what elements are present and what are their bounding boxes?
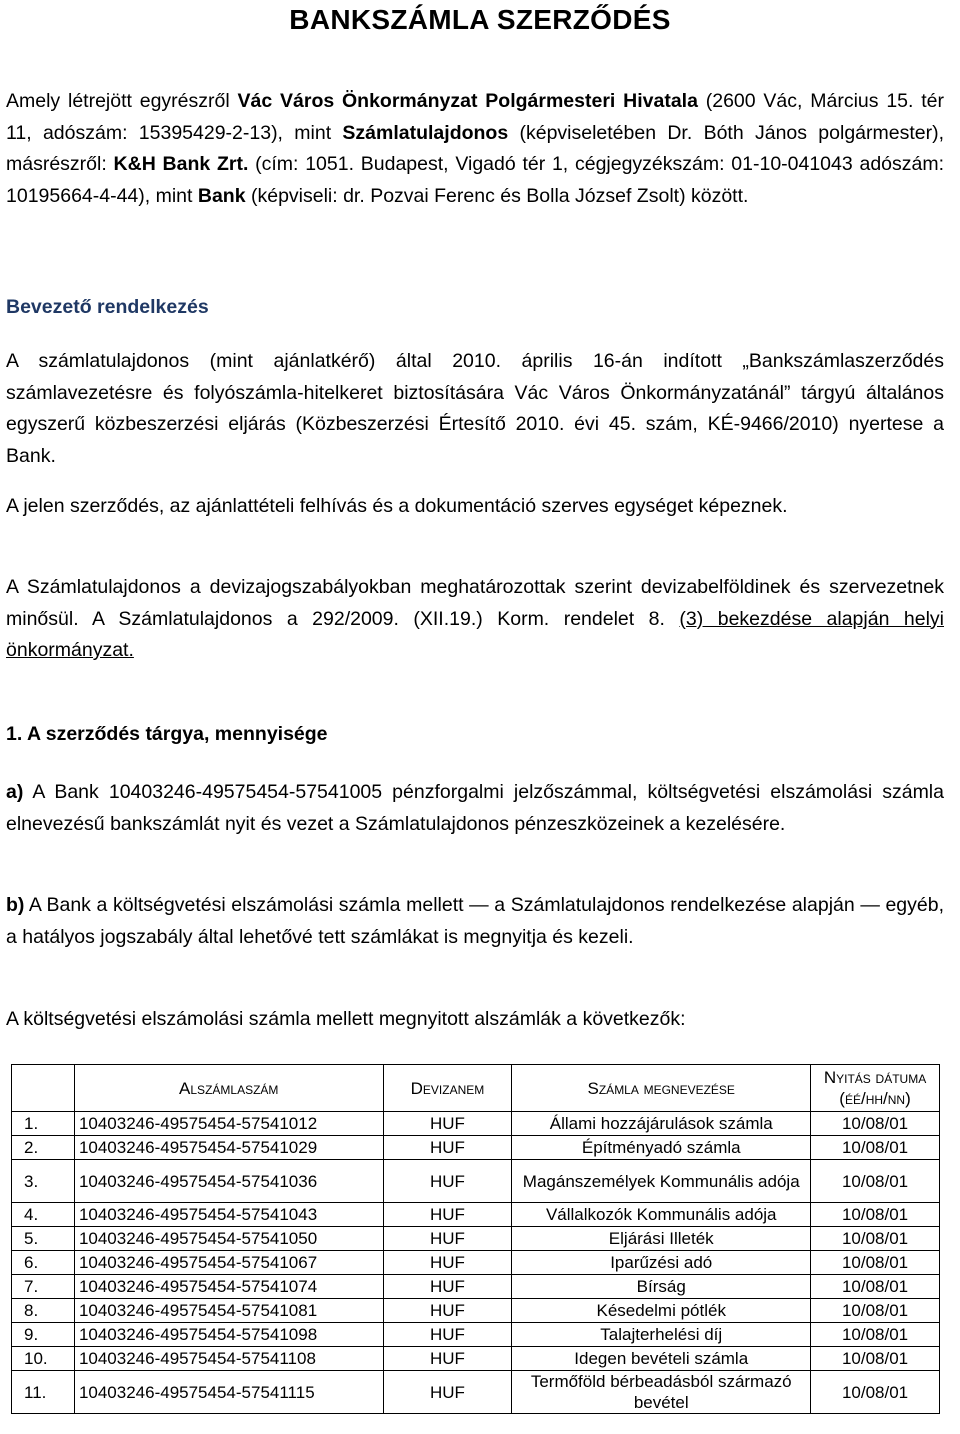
- row-num: 10.: [12, 1347, 75, 1371]
- row-account-number: 10403246-49575454-57541074: [74, 1275, 383, 1299]
- section-1-heading: 1. A szerződés tárgya, mennyisége: [6, 723, 328, 745]
- intro-text-5: (képviseli: dr. Pozvai Ferenc és Bolla József Zsolt) között.: [245, 184, 749, 207]
- table-row: [12, 1347, 940, 1371]
- row-account-number: 10403246-49575454-57541098: [74, 1323, 383, 1347]
- row-currency: HUF: [383, 1275, 512, 1299]
- row-num: 4.: [12, 1203, 75, 1227]
- row-account-number: 10403246-49575454-57541036: [74, 1160, 383, 1203]
- intro-text-4: (cím: 1051. Budapest, Vigadó tér 1, cégjegyzékszám: 01-10-041043 adószám: 10195664-4-44), mint: [6, 153, 945, 207]
- row-open-date: 10/08/01: [811, 1112, 940, 1136]
- row-account-number: 10403246-49575454-57541043: [74, 1203, 383, 1227]
- item-b-label: b): [6, 894, 25, 916]
- row-currency: HUF: [383, 1136, 512, 1160]
- row-num: 9.: [12, 1323, 75, 1347]
- table-row: [12, 1323, 940, 1347]
- intro-provision-paragraph-1: A számlatulajdonos (mint ajánlatkérő) által 2010. április 16-án indított „Bankszámlaszerződés számlavezetésre és folyószámla-hitelkeret biztosítására Vác Város Önkormányzatánál” tárgyú általános egyszerű közbeszerzési eljárás (Közbeszerzési Értesítő 2010. évi 45. szám, KÉ-9466/2010) nyertese a Bank.: [6, 350, 944, 467]
- row-currency: HUF: [383, 1371, 512, 1414]
- row-open-date: 10/08/01: [811, 1347, 940, 1371]
- row-num: 11.: [12, 1371, 75, 1414]
- row-account-number: 10403246-49575454-57541050: [74, 1227, 383, 1251]
- row-open-date: 10/08/01: [811, 1299, 940, 1323]
- row-num: 1.: [12, 1112, 75, 1136]
- section-1-item-b: [6, 890, 944, 953]
- intro-party-2: K&H Bank Zrt.: [113, 153, 249, 175]
- header-account-name: Számla megnevezése: [512, 1065, 811, 1112]
- row-num: 5.: [12, 1227, 75, 1251]
- row-account-name: Késedelmi pótlék: [512, 1299, 811, 1323]
- row-open-date: 10/08/01: [811, 1275, 940, 1299]
- header-currency: Devizanem: [383, 1065, 512, 1112]
- table-row: [12, 1275, 940, 1299]
- item-a-text: A Bank 10403246-49575454-57541005 pénzforgalmi jelzőszámmal, költségvetési elszámolási számla elnevezésű bankszámlát nyit és vezet a Számlatulajdonos pénzeszközeinek a kezelésére.: [6, 781, 944, 835]
- row-open-date: 10/08/01: [811, 1136, 940, 1160]
- row-account-name: Építményadó számla: [512, 1136, 811, 1160]
- row-num: 2.: [12, 1136, 75, 1160]
- row-account-name: Bírság: [512, 1275, 811, 1299]
- section-1-item-a: [6, 777, 944, 840]
- row-account-number: 10403246-49575454-57541108: [74, 1347, 383, 1371]
- table-row: [12, 1251, 940, 1275]
- row-account-name: Vállalkozók Kommunális adója: [512, 1203, 811, 1227]
- table-row: [12, 1227, 940, 1251]
- intro-provision-text-3b: (3) bekezdése alapján helyi önkormányzat.: [6, 607, 944, 661]
- section-intro-heading: Bevezető rendelkezés: [6, 296, 209, 318]
- intro-role-2: Bank: [197, 184, 246, 207]
- table-row: [12, 1371, 940, 1414]
- row-open-date: 10/08/01: [811, 1323, 940, 1347]
- row-currency: HUF: [383, 1160, 512, 1203]
- intro-text-2: (2600 Vác, Március 15. tér 11, adószám: 15395429-2-13), mint: [6, 90, 944, 144]
- row-currency: HUF: [383, 1112, 512, 1136]
- table-row: [12, 1299, 940, 1323]
- table-header-row: [12, 1065, 940, 1112]
- header-num: [12, 1065, 75, 1112]
- row-account-name: Iparűzési adó: [512, 1251, 811, 1275]
- intro-paragraph: [6, 86, 944, 212]
- intro-provision-paragraph-3: [6, 572, 944, 667]
- row-currency: HUF: [383, 1227, 512, 1251]
- row-currency: HUF: [383, 1323, 512, 1347]
- row-num: 8.: [12, 1299, 75, 1323]
- row-account-number: 10403246-49575454-57541081: [74, 1299, 383, 1323]
- table-row: [12, 1112, 940, 1136]
- intro-provision-text-3a: A Számlatulajdonos a devizajogszabályokban meghatározottak szerint devizabelföldinek és szervezetnek minősül. A Számlatulajdonos a 292/2009. (XII.19.) Korm. rendelet 8.: [6, 576, 944, 630]
- row-open-date: 10/08/01: [811, 1227, 940, 1251]
- intro-text-3: (képviseletében Dr. Bóth János polgármester), másrészről:: [6, 121, 945, 175]
- row-account-name: Talajterhelési díj: [512, 1323, 811, 1347]
- intro-party-1: Vác Város Önkormányzat Polgármesteri Hivatala: [237, 90, 698, 112]
- document-title: BANKSZÁMLA SZERZŐDÉS: [289, 4, 671, 35]
- row-account-number: 10403246-49575454-57541067: [74, 1251, 383, 1275]
- intro-text-1: Amely létrejött egyrészről: [6, 90, 238, 112]
- item-a-label: a): [6, 781, 24, 803]
- intro-provision-paragraph-2: A jelen szerződés, az ajánlattételi felhívás és a dokumentáció szerves egységet képeznek.: [6, 495, 788, 517]
- row-account-name: Termőföld bérbeadásból származó bevétel: [512, 1371, 811, 1414]
- row-account-name: Magánszemélyek Kommunális adója: [512, 1160, 811, 1203]
- row-num: 6.: [12, 1251, 75, 1275]
- row-currency: HUF: [383, 1347, 512, 1371]
- subaccounts-intro: A költségvetési elszámolási számla mellett megnyitott alszámlák a következők:: [6, 1008, 686, 1030]
- subaccounts-table: [11, 1064, 940, 1414]
- row-currency: HUF: [383, 1251, 512, 1275]
- row-currency: HUF: [383, 1203, 512, 1227]
- row-open-date: 10/08/01: [811, 1160, 940, 1203]
- table-row: [12, 1136, 940, 1160]
- row-account-number: 10403246-49575454-57541012: [74, 1112, 383, 1136]
- row-num: 3.: [12, 1160, 75, 1203]
- row-account-name: Állami hozzájárulások számla: [512, 1112, 811, 1136]
- row-open-date: 10/08/01: [811, 1251, 940, 1275]
- row-account-number: 10403246-49575454-57541029: [74, 1136, 383, 1160]
- table-body: [12, 1112, 940, 1414]
- row-open-date: 10/08/01: [811, 1371, 940, 1414]
- row-num: 7.: [12, 1275, 75, 1299]
- table-row: [12, 1160, 940, 1203]
- row-currency: HUF: [383, 1299, 512, 1323]
- row-account-number: 10403246-49575454-57541115: [74, 1371, 383, 1414]
- item-b-text: A Bank a költségvetési elszámolási számla mellett — a Számlatulajdonos rendelkezése alapján — egyéb, a hatályos jogszabály által lehetővé tett számlákat is megnyitja és kezeli.: [6, 894, 944, 948]
- row-open-date: 10/08/01: [811, 1203, 940, 1227]
- table-row: [12, 1203, 940, 1227]
- header-account: Alszámlaszám: [74, 1065, 383, 1112]
- row-account-name: Idegen bevételi számla: [512, 1347, 811, 1371]
- row-account-name: Eljárási Illeték: [512, 1227, 811, 1251]
- intro-role-1: Számlatulajdonos: [342, 121, 509, 144]
- header-open-date: Nyitás dátuma (éé/hh/nn): [811, 1065, 940, 1112]
